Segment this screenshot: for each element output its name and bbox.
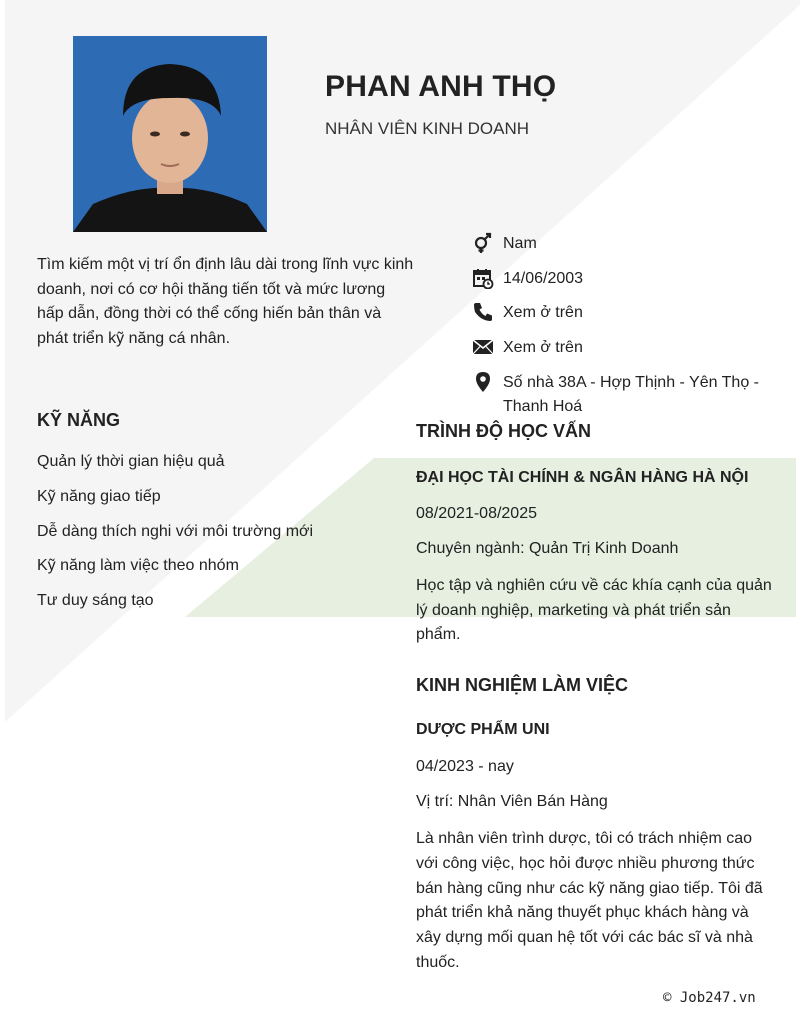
- experience-company: DƯỢC PHẨM UNI: [416, 721, 550, 738]
- contact-gender: [472, 232, 772, 267]
- candidate-name: PHAN ANH THỌ: [325, 70, 557, 103]
- experience-heading: KINH NGHIỆM LÀM VIỆC: [416, 675, 629, 695]
- footer-credit[interactable]: © Job247.vn: [663, 990, 756, 1006]
- experience-period: 04/2023 - nay: [416, 758, 514, 775]
- contact-address: [472, 371, 772, 419]
- skills-list: [37, 450, 313, 624]
- experience-description: Là nhân viên trình dược, tôi có trách nhiệm cao với công việc, học hỏi được nhiều phương thức bán hàng cũng như các kỹ năng giao tiếp. Tôi đã phát triển khả năng thuyết phục khách hàng và xây dựng mối quan hệ tốt với các bác sĩ và nhà thuốc.: [416, 830, 763, 971]
- skill-item: Kỹ năng giao tiếp: [37, 487, 161, 505]
- career-objective: Tìm kiếm một vị trí ổn định lâu dài trong lĩnh vực kinh doanh, nơi có cơ hội thăng tiến tốt và mức lương hấp dẫn, đồng thời có thể cống hiến bản thân và phát triển kỹ năng cá nhân.: [37, 256, 414, 347]
- contact-birthday: [472, 267, 772, 301]
- calendar-icon: [472, 267, 494, 289]
- email-value: Xem ở trên: [503, 339, 583, 356]
- contact-phone: [472, 301, 772, 336]
- skills-heading: KỸ NĂNG: [37, 410, 121, 430]
- phone-value: Xem ở trên: [503, 304, 583, 321]
- education-major: Chuyên ngành: Quản Trị Kinh Doanh: [416, 540, 679, 557]
- contact-info: [472, 232, 772, 419]
- skill-item: Quản lý thời gian hiệu quả: [37, 453, 225, 470]
- job-title: NHÂN VIÊN KINH DOANH: [325, 119, 530, 138]
- education-period: 08/2021-08/2025: [416, 505, 537, 522]
- profile-photo: [73, 36, 267, 232]
- skill-item: Kỹ năng làm việc theo nhóm: [37, 557, 239, 575]
- phone-icon: [472, 301, 494, 323]
- mail-icon: [472, 336, 494, 358]
- education-school: ĐẠI HỌC TÀI CHÍNH & NGÂN HÀNG HÀ NỘI: [416, 469, 749, 486]
- skill-item: Dễ dàng thích nghi với môi trường mới: [37, 522, 314, 540]
- skill-item: Tư duy sáng tạo: [37, 592, 154, 610]
- birthday-value: 14/06/2003: [503, 270, 584, 287]
- map-pin-icon: [472, 371, 494, 393]
- experience-position: Vị trí: Nhân Viên Bán Hàng: [416, 793, 608, 810]
- address-value: Số nhà 38A - Hợp Thịnh - Yên Thọ - Thanh Hoá: [503, 374, 759, 415]
- gender-icon: [472, 232, 494, 254]
- gender-value: Nam: [503, 235, 537, 252]
- education-heading: TRÌNH ĐỘ HỌC VẤN: [416, 421, 591, 441]
- contact-email: [472, 336, 772, 371]
- education-description: Học tập và nghiên cứu về các khía cạnh của quản lý doanh nghiệp, marketing và phát triển sản phẩm.: [416, 577, 772, 643]
